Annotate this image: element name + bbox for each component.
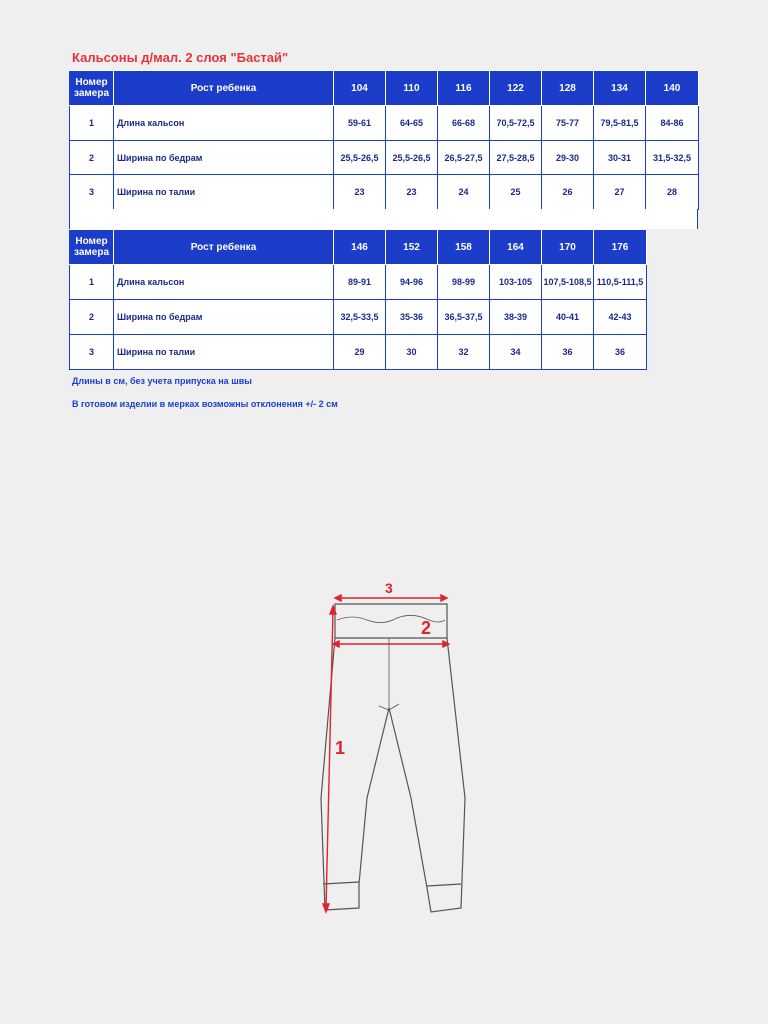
table-cell: 27 bbox=[594, 175, 646, 210]
size-header: 164 bbox=[490, 230, 542, 265]
table-cell: 64-65 bbox=[386, 106, 438, 141]
table-cell: 103-105 bbox=[490, 265, 542, 300]
note-tolerance: В готовом изделии в мерках возможны отклонения +/- 2 см bbox=[72, 399, 338, 409]
table-cell: 40-41 bbox=[542, 300, 594, 335]
table-header-row bbox=[70, 71, 699, 106]
table-cell: 34 bbox=[490, 335, 542, 370]
table-cell: 26,5-27,5 bbox=[438, 141, 490, 175]
table-cell: 25 bbox=[490, 175, 542, 210]
size-header: 170 bbox=[542, 230, 594, 265]
table-cell: 75-77 bbox=[542, 106, 594, 141]
table-row bbox=[70, 106, 699, 141]
label-3: 3 bbox=[385, 580, 393, 596]
size-header: 110 bbox=[386, 71, 438, 106]
table-row bbox=[70, 265, 647, 300]
table-cell: 30 bbox=[386, 335, 438, 370]
header-num: Номер замера bbox=[70, 71, 114, 106]
table-row bbox=[70, 141, 699, 175]
table-cell: 66-68 bbox=[438, 106, 490, 141]
row-label: Ширина по талии bbox=[114, 175, 334, 210]
table-cell: 23 bbox=[386, 175, 438, 210]
table-cell: 29-30 bbox=[542, 141, 594, 175]
table-cell: 26 bbox=[542, 175, 594, 210]
page-title: Кальсоны д/мал. 2 слоя "Бастай" bbox=[72, 50, 289, 65]
table-cell: 32 bbox=[438, 335, 490, 370]
size-table-2 bbox=[69, 229, 647, 370]
header-growth: Рост ребенка bbox=[114, 230, 334, 265]
table-cell: 25,5-26,5 bbox=[386, 141, 438, 175]
table-row bbox=[70, 335, 647, 370]
note-units: Длины в см, без учета припуска на швы bbox=[72, 376, 252, 386]
row-label: Ширина по бедрам bbox=[114, 141, 334, 175]
table-header-row bbox=[70, 230, 647, 265]
row-number: 2 bbox=[70, 300, 114, 335]
table-row bbox=[70, 300, 647, 335]
table-cell: 35-36 bbox=[386, 300, 438, 335]
size-header: 146 bbox=[334, 230, 386, 265]
table-cell: 36,5-37,5 bbox=[438, 300, 490, 335]
size-header: 158 bbox=[438, 230, 490, 265]
label-2: 2 bbox=[421, 618, 432, 638]
table-cell: 23 bbox=[334, 175, 386, 210]
table-cell: 27,5-28,5 bbox=[490, 141, 542, 175]
pants-diagram bbox=[293, 548, 483, 928]
pants-outline bbox=[321, 604, 465, 912]
table-cell: 42-43 bbox=[594, 300, 647, 335]
table-cell: 59-61 bbox=[334, 106, 386, 141]
table-cell: 30-31 bbox=[594, 141, 646, 175]
table-cell: 110,5-111,5 bbox=[594, 265, 647, 300]
size-header: 122 bbox=[490, 71, 542, 106]
table-spacer bbox=[69, 209, 698, 229]
table-cell: 36 bbox=[594, 335, 647, 370]
table-cell: 98-99 bbox=[438, 265, 490, 300]
row-number: 2 bbox=[70, 141, 114, 175]
label-1: 1 bbox=[335, 738, 346, 758]
row-number: 1 bbox=[70, 106, 114, 141]
table-cell: 28 bbox=[646, 175, 699, 210]
table-cell: 94-96 bbox=[386, 265, 438, 300]
table-cell: 25,5-26,5 bbox=[334, 141, 386, 175]
size-header: 116 bbox=[438, 71, 490, 106]
table-cell: 32,5-33,5 bbox=[334, 300, 386, 335]
table-row bbox=[70, 175, 699, 210]
table-cell: 84-86 bbox=[646, 106, 699, 141]
size-table-1 bbox=[69, 70, 699, 210]
size-header: 104 bbox=[334, 71, 386, 106]
table-cell: 24 bbox=[438, 175, 490, 210]
size-header: 152 bbox=[386, 230, 438, 265]
table-cell: 31,5-32,5 bbox=[646, 141, 699, 175]
table-cell: 107,5-108,5 bbox=[542, 265, 594, 300]
size-header: 140 bbox=[646, 71, 699, 106]
row-label: Ширина по талии bbox=[114, 335, 334, 370]
table-cell: 29 bbox=[334, 335, 386, 370]
table-cell: 89-91 bbox=[334, 265, 386, 300]
table-cell: 79,5-81,5 bbox=[594, 106, 646, 141]
table-cell: 36 bbox=[542, 335, 594, 370]
header-growth: Рост ребенка bbox=[114, 71, 334, 106]
row-number: 1 bbox=[70, 265, 114, 300]
size-header: 176 bbox=[594, 230, 647, 265]
table-cell: 38-39 bbox=[490, 300, 542, 335]
size-header: 134 bbox=[594, 71, 646, 106]
row-number: 3 bbox=[70, 335, 114, 370]
size-header: 128 bbox=[542, 71, 594, 106]
row-label: Длина кальсон bbox=[114, 106, 334, 141]
row-number: 3 bbox=[70, 175, 114, 210]
table-cell: 70,5-72,5 bbox=[490, 106, 542, 141]
header-num: Номер замера bbox=[70, 230, 114, 265]
row-label: Ширина по бедрам bbox=[114, 300, 334, 335]
row-label: Длина кальсон bbox=[114, 265, 334, 300]
